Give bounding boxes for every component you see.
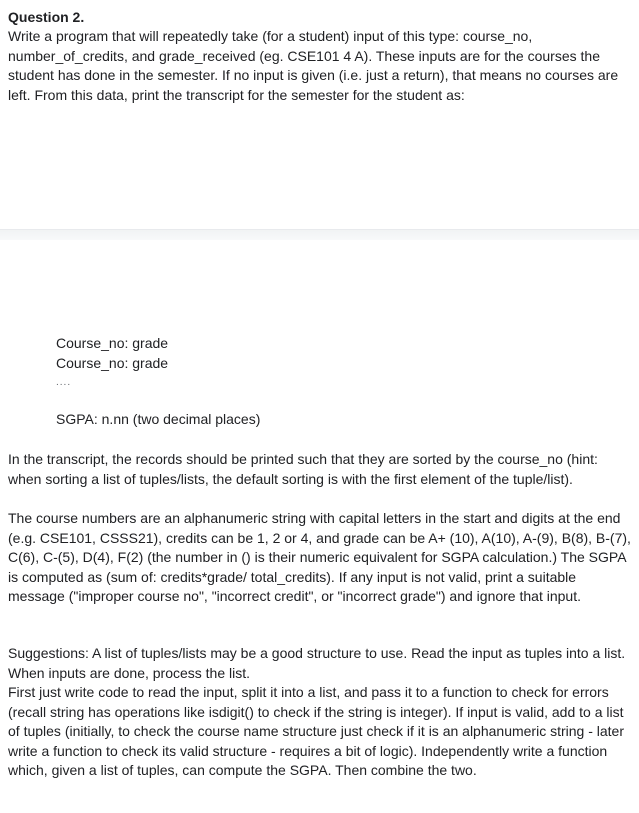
question-intro: Write a program that will repeatedly take (for a student) input of this type: course_no, number_of_credits, and grade_received (eg. CSE101 4 A). These inputs are for the courses the student has done in the semester. If no input is given (i.e. just a return), that means no courses are left. From this data, print the transcript for the semester for the student as: xyxy=(8,28,619,103)
transcript-ellipsis: .... xyxy=(56,377,72,388)
transcript-line: Course_no: grade xyxy=(56,354,169,371)
suggestions-heading-paragraph: Suggestions: A list of tuples/lists may be a good structure to use. Read the input as tuples into a list. When inputs are done, process the list. xyxy=(8,645,626,681)
transcript-line: Course_no: grade xyxy=(56,335,169,351)
sgpa-format-line: SGPA: n.nn (two decimal places) xyxy=(56,411,261,427)
rules-paragraph: The course numbers are an alphanumeric string with capital letters in the start and digits at the end (e.g. CSE101, CSSS21), credits can be 1, 2 or 4, and grade can be A+ (10), A(10), A-(9), B(8), B-(7), C(6), C-(5), D(4), F(2) (the number in () is their numeric equivalent for SGPA calculation.) The SGPA is computed as (sum of: credits*grade/ total_credits). If any input is not valid, print a suitable message ("improper course no", "incorrect credit", or "incorrect grade") and ignore that input. xyxy=(8,510,631,604)
section-divider xyxy=(0,229,639,240)
transcript-format-block xyxy=(56,334,616,393)
question-title: Question 2. xyxy=(8,9,85,25)
suggestions-body-paragraph: First just write code to read the input, split it into a list, and pass it to a function to check for errors (recall string has operations like isdigit() to check if the string is integer). If input is valid, add to a list of tuples (initially, to check the course name structure just check if it is an alphanumeric string - later write a function to check its valid structure - requires a bit of logic). Independently write a function which, given a list of tuples, can compute the SGPA. Then combine the two. xyxy=(8,684,625,778)
sorting-paragraph: In the transcript, the records should be printed such that they are sorted by the course_no (hint: when sorting a list of tuples/lists, the default sorting is with the first element of the tuple/list). xyxy=(8,451,598,487)
